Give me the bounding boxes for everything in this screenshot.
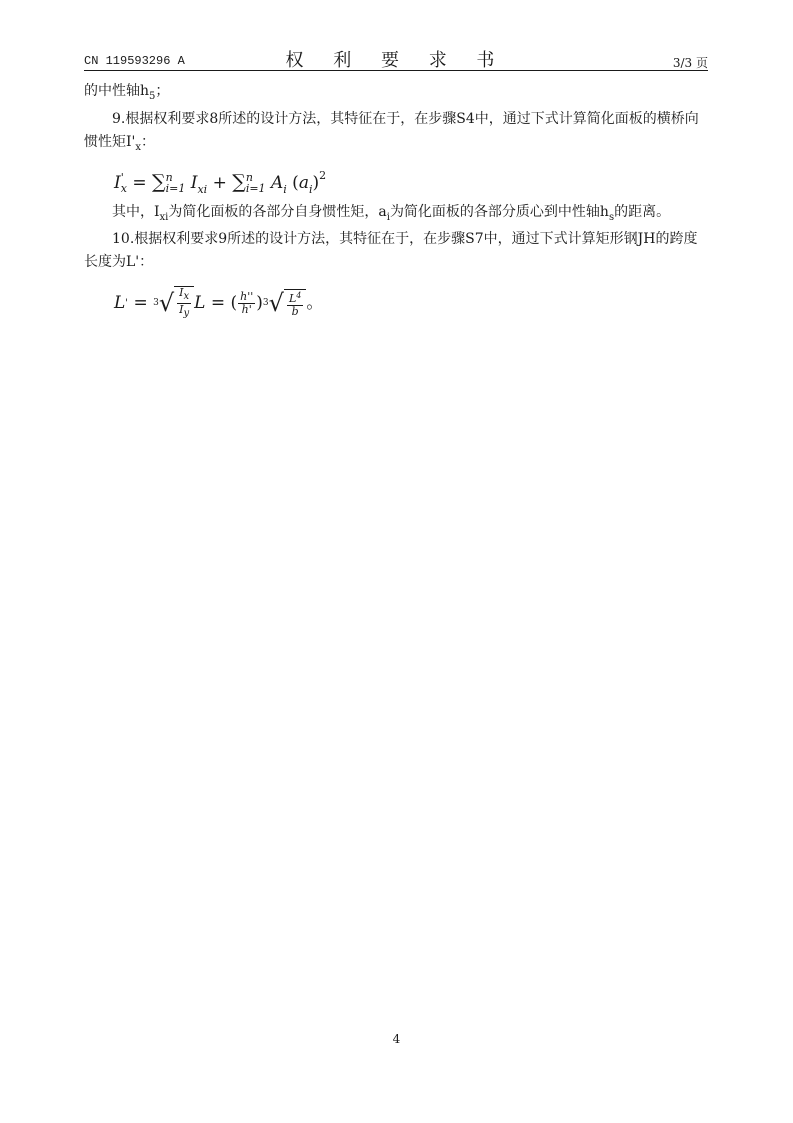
claim-9-text: 9.根据权利要求8所述的设计方法，其特征在于，在步骤S4中，通过下式计算简化面板的横桥向惯性矩$I'_x$： (84, 110, 699, 153)
publication-number: CN 119593296 A (84, 54, 185, 68)
continued-line: 的中性轴$h_5$； (84, 83, 170, 102)
document-title: 权 利 要 求 书 (285, 50, 507, 71)
claim-10-formula: L ' = 3 √ $\frac{Ix}{Iy}$ L = ( $\frac{h''}{h'}$ ) 3 √ $\frac{L^4}{b}$ 。 (114, 286, 324, 320)
page-indicator: 3/3 页 (672, 56, 708, 70)
claim-9-formula: I ' x = ∑ n i=1 $I_{xi}$ + ∑ n i=1 $A_i$ $(a_i)^2$ (114, 168, 327, 196)
page-header (84, 44, 708, 71)
claim-10-text: 10.根据权利要求9所述的设计方法，其特征在于，在步骤S7中，通过下式计算矩形钢JH的跨度长度为L'： (84, 231, 698, 271)
page-number: 4 (392, 1032, 401, 1046)
claim-9-explanation: 其中，$I_{xi}$为简化面板的各部分自身惯性矩，$a_i$为简化面板的各部分质心到中性轴$h_s$的距离。 (112, 203, 671, 223)
claims-body (84, 80, 708, 324)
